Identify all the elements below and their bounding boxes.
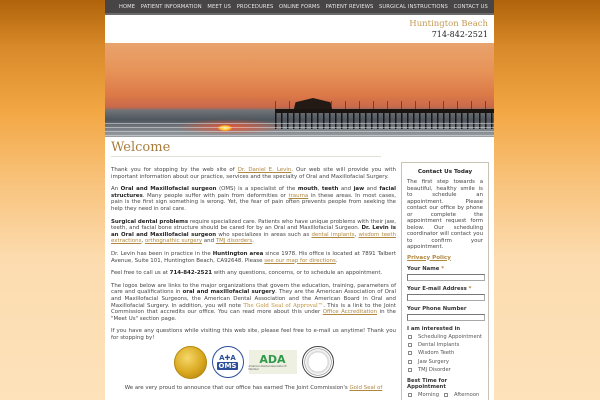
nav-patient-reviews[interactable]: PATIENT REVIEWS: [325, 3, 374, 10]
closing-paragraph: If you have any questions while visiting this web site, please feel free to e-mail us anytime! Thank you for stopping by!: [111, 328, 396, 341]
name-input[interactable]: [407, 274, 485, 281]
interest-dental-implants[interactable]: Dental Implants: [407, 342, 483, 348]
map-link[interactable]: see our map for directions: [264, 257, 336, 264]
nav-patient-information[interactable]: PATIENT INFORMATION: [140, 3, 202, 10]
trauma-link[interactable]: trauma: [288, 192, 309, 199]
privacy-policy-link[interactable]: Privacy Policy: [407, 254, 451, 261]
email-label: Your E-mail Address *: [407, 285, 472, 292]
joint-commission-gold-seal-logo[interactable]: [174, 346, 207, 379]
interest-wisdom-teeth[interactable]: Wisdom Teeth: [407, 350, 483, 356]
checkbox-icon[interactable]: [408, 368, 412, 372]
office-accreditation-link[interactable]: Office Accreditation: [322, 309, 378, 316]
checkbox-icon[interactable]: [408, 360, 412, 364]
main-nav: [105, 0, 494, 15]
main-column: [111, 137, 401, 400]
hero-banner-pier-sunset: [105, 43, 494, 137]
checkbox-icon[interactable]: [408, 335, 412, 339]
phone-input[interactable]: [407, 314, 485, 321]
doctor-link[interactable]: Dr. Daniel E. Levin: [237, 167, 292, 173]
checkbox-icon[interactable]: [444, 393, 448, 397]
gold-seal-link[interactable]: The Gold Seal of Approval™: [243, 302, 324, 309]
interest-jaw-surgery[interactable]: Jaw Surgery: [407, 359, 483, 365]
ada-logo[interactable]: ADA American Dental Association® Member: [249, 350, 297, 374]
logos-paragraph: The logos below are links to the major organizations that govern the education, training, parameters of care and qualifications in oral and maxillofacial surgery. They are the American Association of Oral and Maxillofacial Surgeons, the American Dental Association and the American Board in Oral and Maxillofacial Surgery. In addition, you will note The Gold Seal of Approval™. This is a link to the Joint Commission that accredits our office. You can read more about this under Office Accreditation in the "Meet Us" section page.: [111, 282, 396, 322]
oms-paragraph: An Oral and Maxillofacial surgeon (OMS) is a specialist of the mouth, teeth and jaw and facial structures. Many people suffer with pain from deformities or trauma in these areas. In most cases, pain is the first sign something is wrong. Yet, the fear of pain often prevents people from seeking the help they need in oral care.: [111, 186, 397, 212]
surgical-paragraph: Surgical dental problems require specialized care. Patients who have unique problems with their jaw, teeth, and facial bone structure should be cared for by an Oral and Maxillofacial Surgeon. Dr. Levin is an Oral and Maxillofacial surgeon who specializes in areas such as dental implants, wisdom teeth extractions, orthognathic surgery and TMJ disorders.: [111, 218, 396, 245]
gold-seal-announce-link[interactable]: Gold Seal of: [349, 385, 383, 392]
sidebar-intro: The first step towards a beautiful, healthy smile is to schedule an appointment. Please contact our office by phone or complete the appointment request form below. Our scheduling coordinator will contact you to confirm your appointment.: [407, 179, 483, 250]
orthognathic-link[interactable]: orthognathic surgery: [144, 238, 203, 245]
intro-paragraph: Thank you for stopping by the web site of Dr. Daniel E. Levin. Our web site will provide you with important information about our practice, services and the specialty of Oral and Maxillofacial Surgery.: [111, 167, 396, 180]
header-phone: 714-842-2521: [431, 30, 488, 39]
sidebar-title: Contact Us Today: [417, 169, 473, 175]
abboms-logo[interactable]: [302, 346, 334, 378]
tmj-link[interactable]: TMJ disorders: [215, 238, 253, 245]
email-input[interactable]: [407, 294, 485, 301]
checkbox-icon[interactable]: [408, 343, 412, 347]
interest-label: I am interested in: [407, 325, 461, 332]
call-paragraph: Feel free to call us at 714-842-2521 with any questions, concerns, or to schedule an appointment.: [111, 270, 383, 277]
time-options: [407, 390, 483, 398]
contact-sidebar: [401, 162, 489, 400]
interest-tmj[interactable]: TMJ Disorder: [407, 367, 483, 373]
nav-procedures[interactable]: PROCEDURES: [236, 3, 274, 10]
nav-online-forms[interactable]: ONLINE FORMS: [279, 3, 320, 10]
aaoms-logo[interactable]: A✚A OMS: [212, 346, 244, 378]
time-label: Best Time for Appointment: [407, 377, 448, 390]
site-header: [105, 15, 494, 43]
name-label: Your Name *: [407, 265, 444, 272]
announcement: We are very proud to announce that our office has earned The Joint Commission's Gold Seal of: [124, 385, 383, 392]
interest-scheduling[interactable]: Scheduling Appointment: [407, 334, 483, 340]
dental-implants-link[interactable]: dental implants: [311, 231, 355, 238]
ocean-waves: [105, 123, 494, 137]
content-area: [105, 137, 494, 400]
time-afternoon[interactable]: Afternoon: [443, 392, 479, 398]
page-title: Welcome: [111, 140, 381, 157]
wisdom-teeth-link[interactable]: wisdom teeth extractions: [111, 231, 396, 245]
organization-logos: [111, 344, 396, 380]
nav-contact-us[interactable]: CONTACT US: [453, 3, 488, 10]
phone-label: Your Phone Number: [407, 305, 467, 312]
practice-paragraph: Dr. Levin has been in practice in the Huntington area since 1978. His office is located at 7891 Talbert Avenue, Suite 101, Huntington Beach, CA92648. Please see our map for directions.: [111, 250, 396, 264]
time-morning[interactable]: Morning: [407, 392, 439, 398]
page-container: [105, 0, 494, 400]
header-city: Huntington Beach: [409, 19, 488, 29]
checkbox-icon[interactable]: [408, 393, 412, 397]
nav-home[interactable]: HOME: [119, 3, 136, 10]
checkbox-icon[interactable]: [408, 351, 412, 355]
nav-surgical-instructions[interactable]: SURGICAL INSTRUCTIONS: [379, 3, 448, 10]
nav-meet-us[interactable]: MEET US: [207, 3, 232, 10]
